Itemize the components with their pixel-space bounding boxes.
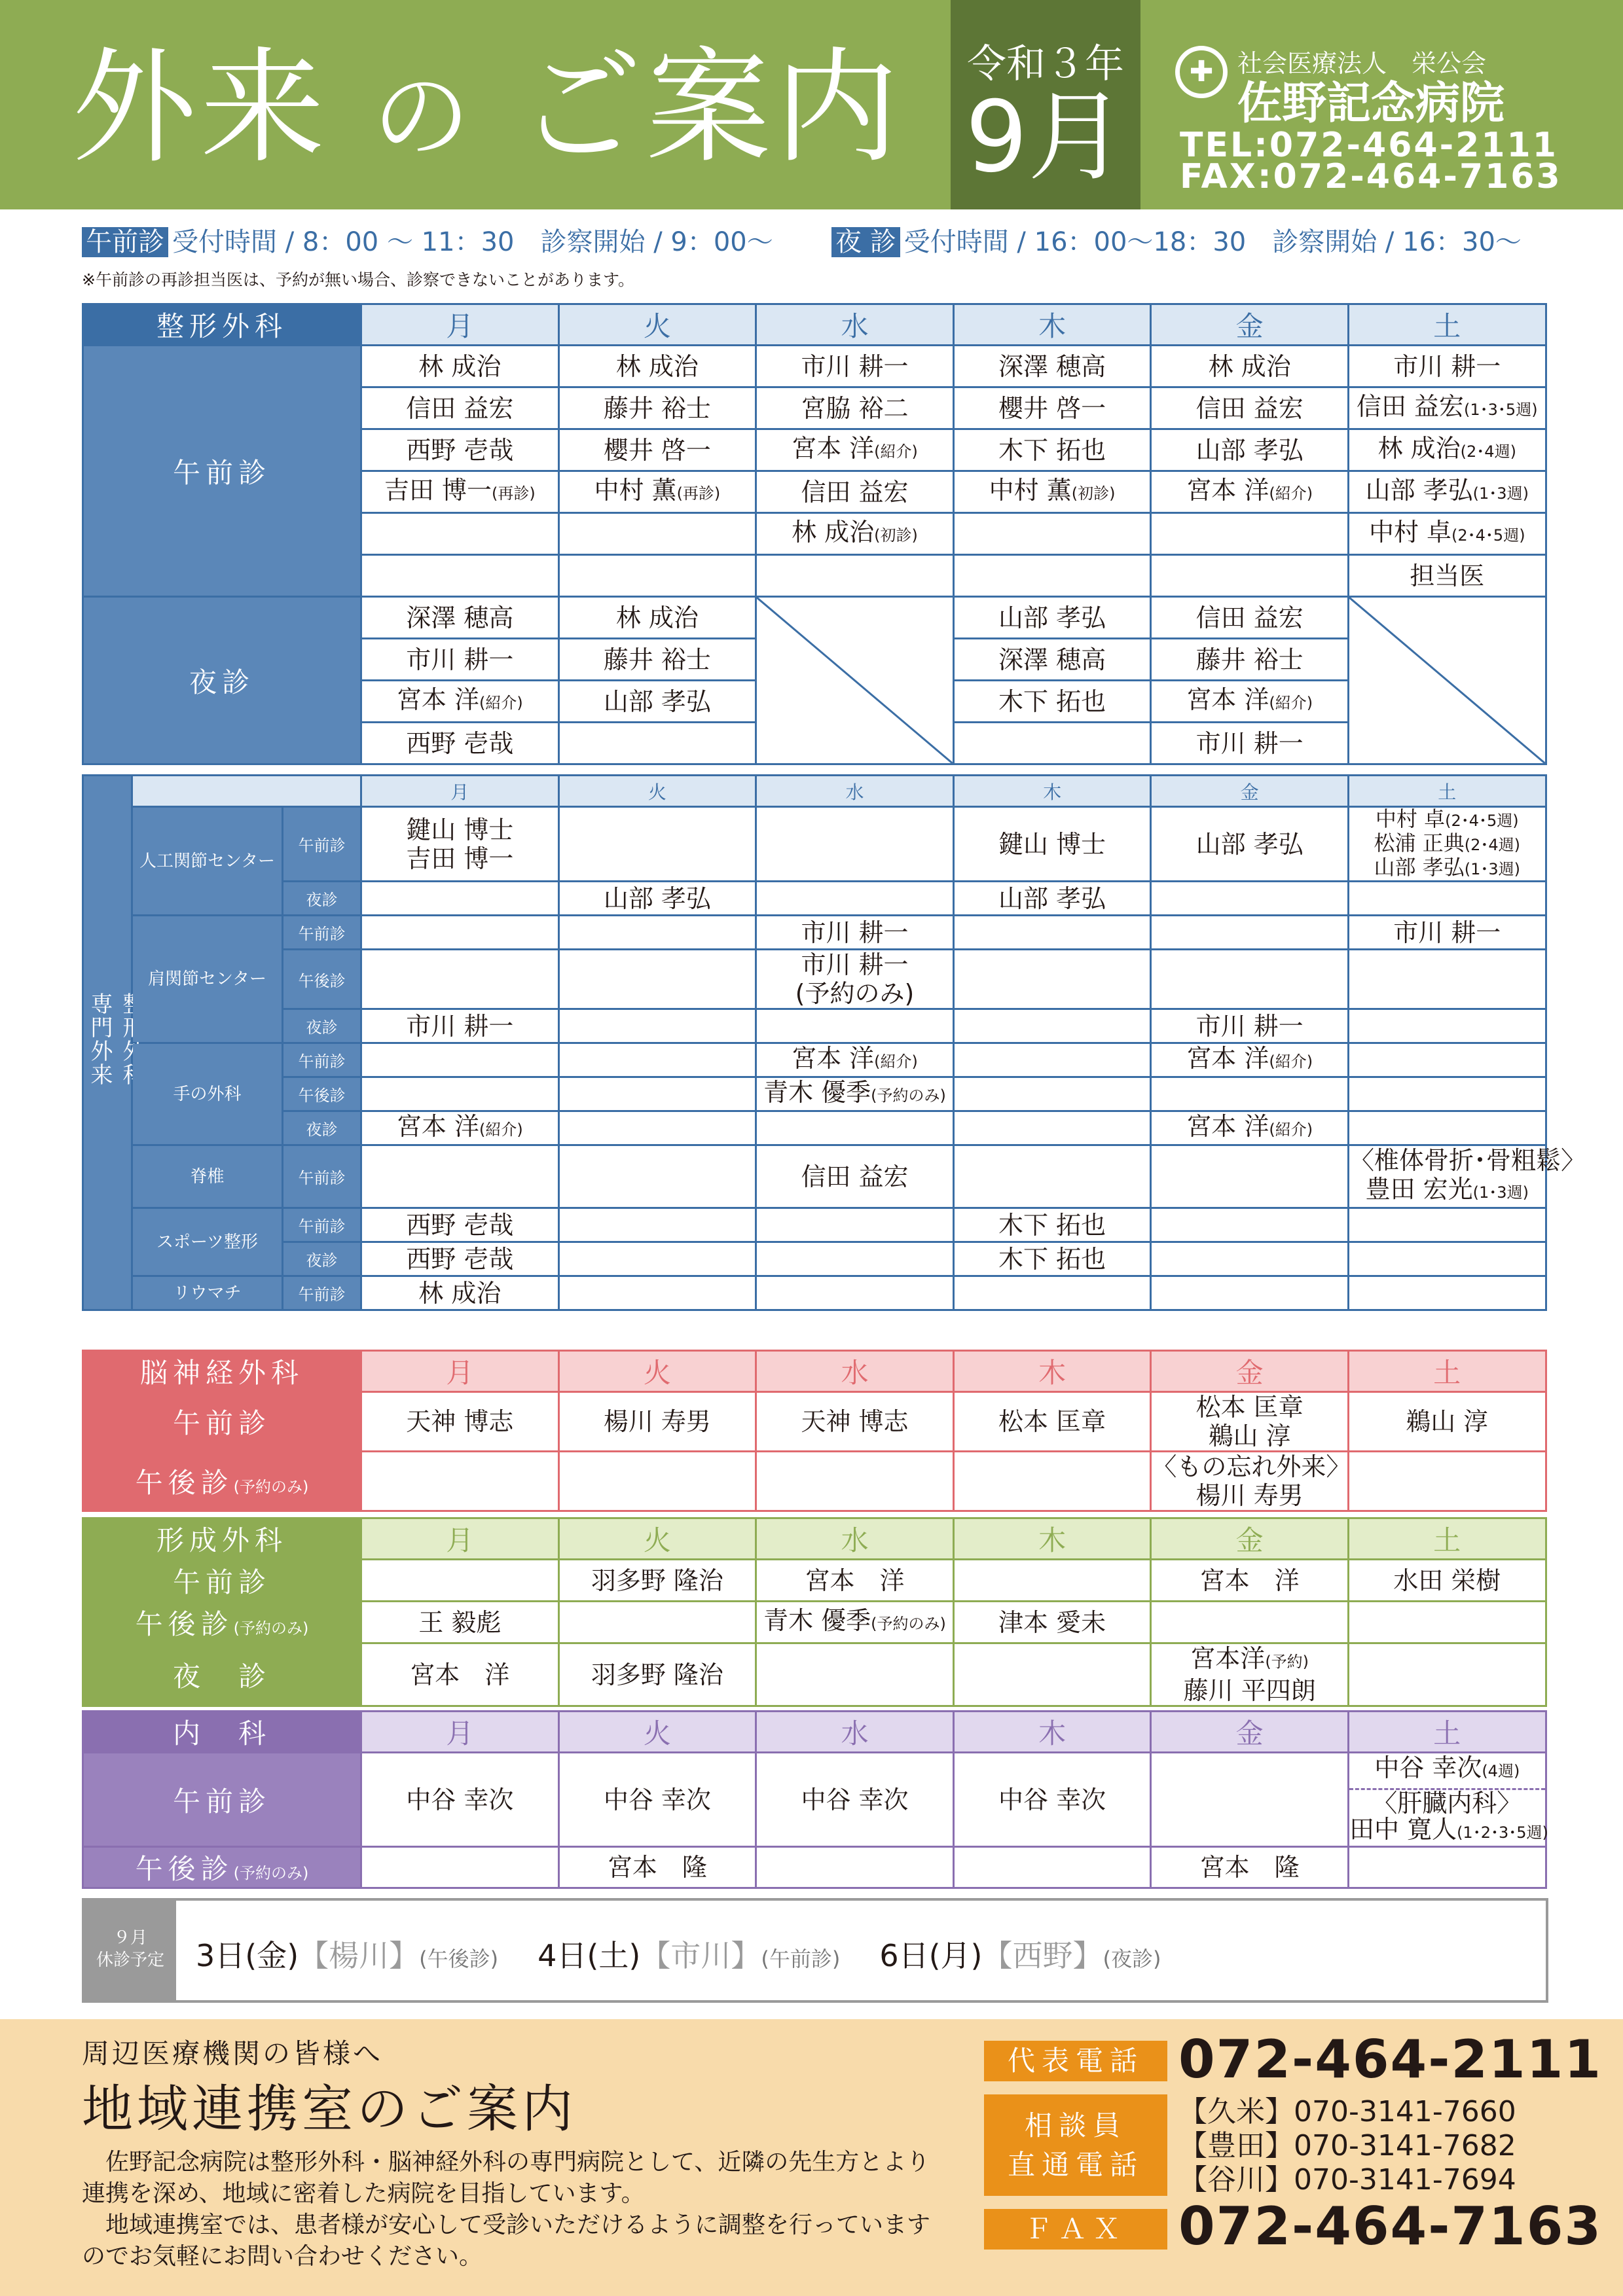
specialty-cell xyxy=(1348,1009,1546,1043)
t4b-cell: 羽多野 隆治 xyxy=(558,1643,756,1706)
t3b-cell: 楊川 寿男 xyxy=(558,1392,756,1452)
ortho-pm-cell: 宮本 洋(紹介) xyxy=(361,681,559,723)
t4b-row-label: 夜 診 xyxy=(83,1643,361,1706)
t3b-cell: 天神 博志 xyxy=(361,1392,559,1452)
ortho-am-cell xyxy=(361,555,559,597)
specialty-cell: 信田 益宏 xyxy=(756,1145,954,1208)
center-label: 手の外科 xyxy=(132,1043,283,1145)
t5b-cell xyxy=(1348,1847,1546,1888)
year-label: 令和３年 xyxy=(967,41,1124,87)
t4b-cell: 津本 愛未 xyxy=(953,1602,1151,1643)
ortho-am-cell xyxy=(1151,513,1349,555)
ortho-am-cell: 信田 益宏 xyxy=(756,471,954,513)
ortho-day-3: 木 xyxy=(953,304,1151,346)
t4b-cell xyxy=(1348,1643,1546,1706)
plastic-schedule-table xyxy=(82,1517,1547,1707)
ortho-specialty-table xyxy=(82,774,1586,1311)
specialty-cell: 市川 耕一 xyxy=(756,916,954,950)
ortho-am-cell: 林 成治(2･4週) xyxy=(1348,429,1546,471)
ortho-day-1: 火 xyxy=(558,304,756,346)
t4b-day-3: 木 xyxy=(953,1518,1151,1560)
t3b-cell xyxy=(1348,1452,1546,1511)
ortho-pm-cell: 宮本 洋(紹介) xyxy=(1151,681,1349,723)
specialty-cell: 青木 優季(予約のみ) xyxy=(756,1077,954,1111)
ortho-am-cell: 吉田 博一(再診) xyxy=(361,471,559,513)
session-type-label: 午前診 xyxy=(283,916,361,950)
specialty-cell xyxy=(1151,1208,1349,1242)
closed-days-box xyxy=(82,1898,1548,2003)
t5b-row-label: 午後診(予約のみ) xyxy=(83,1847,361,1888)
ortho-am-cell: 林 成治 xyxy=(558,346,756,387)
specialty-cell xyxy=(1348,1111,1546,1145)
ortho-am-cell: 西野 壱哉 xyxy=(361,429,559,471)
direct-phone-kume[interactable]: 【久米】070-3141-7660 xyxy=(1178,2095,1516,2128)
t5b-day-4: 金 xyxy=(1151,1712,1349,1753)
specialty-cell: 木下 拓也 xyxy=(953,1208,1151,1242)
t5b-row-label: 午前診 xyxy=(83,1753,361,1847)
t4b-cell: 宮本洋(予約) 藤川 平四朗 xyxy=(1151,1643,1349,1706)
t5b-day-5: 土 xyxy=(1348,1712,1546,1753)
direct-phone-tanigawa[interactable]: 【谷川】070-3141-7694 xyxy=(1178,2163,1516,2197)
closed-days-list xyxy=(196,1932,1200,1975)
fax-number[interactable]: 072-464-7163 xyxy=(1178,2196,1603,2257)
specialty-cell xyxy=(1151,950,1349,1009)
ortho-am-cell xyxy=(756,555,954,597)
specialty-cell xyxy=(558,1077,756,1111)
session-type-label: 午前診 xyxy=(283,1043,361,1077)
ortho-am-cell: 櫻井 啓一 xyxy=(953,387,1151,429)
t4b-day-5: 土 xyxy=(1348,1518,1546,1560)
t4b-cell xyxy=(558,1602,756,1643)
t5b-day-3: 木 xyxy=(953,1712,1151,1753)
pm-hours: 夜 診 受付時間 / 16：00～18：30 診察開始 / 16：30～ xyxy=(831,226,1522,259)
t4b-cell xyxy=(953,1643,1151,1706)
t4b-dept-header: 形成外科 xyxy=(83,1518,361,1560)
specialty-cell xyxy=(361,1043,559,1077)
specialty-cell xyxy=(361,1077,559,1111)
specialty-cell xyxy=(756,882,954,916)
direct-phone-tag: 相談員 直通電話 xyxy=(984,2094,1167,2196)
specialty-cell xyxy=(558,1276,756,1310)
t5b-cell xyxy=(756,1847,954,1888)
t3b-day-2: 水 xyxy=(756,1351,954,1392)
corporation-name: 社会医療法人 栄公会 xyxy=(1237,49,1487,78)
ortho-am-cell: 宮脇 裕二 xyxy=(756,387,954,429)
specialty-cell xyxy=(361,916,559,950)
specialty-cell: 山部 孝弘 xyxy=(953,882,1151,916)
ortho-pm-cell: 山部 孝弘 xyxy=(558,681,756,723)
specialty-cell xyxy=(1151,1276,1349,1310)
t4b-cell xyxy=(953,1560,1151,1602)
ortho-am-cell: 林 成治 xyxy=(361,346,559,387)
t4b-day-1: 火 xyxy=(558,1518,756,1560)
session-type-label: 午前診 xyxy=(283,807,361,882)
specialty-cell xyxy=(953,916,1151,950)
specialty-cell: 西野 壱哉 xyxy=(361,1242,559,1276)
header-tel: TEL:072-464-2111 xyxy=(1180,126,1558,165)
t4b-cell: 羽多野 隆治 xyxy=(558,1560,756,1602)
t5b-dept-header: 内 科 xyxy=(83,1712,361,1753)
t5b-day-0: 月 xyxy=(361,1712,559,1753)
t4b-day-2: 水 xyxy=(756,1518,954,1560)
t5b-cell xyxy=(361,1847,559,1888)
specialty-cell xyxy=(1348,1043,1546,1077)
t3b-cell xyxy=(558,1452,756,1511)
am-hours: 午前診 受付時間 / 8：00 ～ 11：30 診察開始 / 9：00～ xyxy=(82,226,773,259)
ortho-am-cell: 担当医 xyxy=(1348,555,1546,597)
closed-days-tag: ９月 休診予定 xyxy=(84,1901,176,2000)
specialty-cell xyxy=(361,1145,559,1208)
session-type-label: 午後診 xyxy=(283,950,361,1009)
t5b-cell: 宮本 隆 xyxy=(1151,1847,1349,1888)
specialty-cell xyxy=(953,1145,1151,1208)
t4b-cell: 宮本 洋 xyxy=(1151,1560,1349,1602)
main-phone-number[interactable]: 072-464-2111 xyxy=(1178,2029,1603,2090)
specialty-cell: 林 成治 xyxy=(361,1276,559,1310)
specialty-cell: 宮本 洋(紹介) xyxy=(756,1043,954,1077)
specialty-cell xyxy=(558,1242,756,1276)
session-type-label: 午前診 xyxy=(283,1276,361,1310)
closed-slash-icon xyxy=(1349,598,1545,763)
fax-tag: ＦＡＸ xyxy=(984,2209,1167,2250)
specialty-cell xyxy=(558,807,756,882)
ortho-am-cell: 藤井 裕士 xyxy=(558,387,756,429)
direct-phone-toyoda[interactable]: 【豊田】070-3141-7682 xyxy=(1178,2129,1516,2162)
specialty-cell xyxy=(558,1111,756,1145)
ortho-am-cell: 中村 卓(2･4･5週) xyxy=(1348,513,1546,555)
specialty-cell: 〈椎体骨折･骨粗鬆〉 豊田 宏光(1･3週) xyxy=(1348,1145,1546,1208)
specialty-cell xyxy=(558,916,756,950)
ortho-pm-cell: 林 成治 xyxy=(558,597,756,639)
center-label: 肩関節センター xyxy=(132,916,283,1043)
ortho-am-cell: 林 成治(初診) xyxy=(756,513,954,555)
specialty-side-label: 専門外来 xyxy=(83,776,132,1310)
specialty-cell xyxy=(756,1276,954,1310)
t4b-cell: 宮本 洋 xyxy=(756,1560,954,1602)
specialty-cell xyxy=(1151,882,1349,916)
specialty-cell xyxy=(1151,1145,1349,1208)
specialty-cell: 宮本 洋(紹介) xyxy=(361,1111,559,1145)
ortho-day-4: 金 xyxy=(1151,304,1349,346)
specialty-cell: 西野 壱哉 xyxy=(361,1208,559,1242)
specialty-cell: 鍵山 博士 xyxy=(953,807,1151,882)
session-type-label: 夜診 xyxy=(283,1009,361,1043)
t3b-day-5: 土 xyxy=(1348,1351,1546,1392)
ortho-dept-header: 整形外科 xyxy=(83,304,361,346)
t5b-cell xyxy=(953,1847,1151,1888)
t4b-cell xyxy=(756,1643,954,1706)
specialty-cell: 山部 孝弘 xyxy=(558,882,756,916)
center-label: 人工関節センター xyxy=(132,807,283,916)
specialty-cell: 宮本 洋(紹介) xyxy=(1151,1111,1349,1145)
specialty-cell xyxy=(1348,1242,1546,1276)
ortho-am-cell: 櫻井 啓一 xyxy=(558,429,756,471)
ortho-am-cell: 深澤 穂高 xyxy=(953,346,1151,387)
ortho-schedule-table xyxy=(82,303,1547,765)
neuro-schedule-table xyxy=(82,1350,1547,1512)
t3b-row-label: 午前診 xyxy=(83,1392,361,1452)
t4b-cell: 王 毅彪 xyxy=(361,1602,559,1643)
month-label: 9月 xyxy=(965,81,1126,194)
ortho-pm-cell: 信田 益宏 xyxy=(1151,597,1349,639)
specialty-cell xyxy=(953,1111,1151,1145)
ortho-pm-cell: 深澤 穂高 xyxy=(361,597,559,639)
ortho-pm-cell: 市川 耕一 xyxy=(1151,723,1349,764)
t3b-day-3: 木 xyxy=(953,1351,1151,1392)
t4b-cell xyxy=(361,1560,559,1602)
specialty-cell xyxy=(756,1111,954,1145)
t4b-day-4: 金 xyxy=(1151,1518,1349,1560)
t4b-cell: 青木 優季(予約のみ) xyxy=(756,1602,954,1643)
ortho-pm-cell xyxy=(558,723,756,764)
specialty-day-5: 土 xyxy=(1348,776,1546,807)
ortho-pm-cell: 藤井 裕士 xyxy=(558,639,756,681)
specialty-cell xyxy=(1348,882,1546,916)
t4b-row-label: 午後診(予約のみ) xyxy=(83,1602,361,1643)
specialty-cell: 市川 耕一 (予約のみ) xyxy=(756,950,954,1009)
ortho-am-cell: 木下 拓也 xyxy=(953,429,1151,471)
closed-slash-icon xyxy=(757,598,953,763)
t4b-row-label: 午前診 xyxy=(83,1560,361,1602)
specialty-cell: 宮本 洋(紹介) xyxy=(1151,1043,1349,1077)
ortho-pm-cell xyxy=(953,723,1151,764)
ortho-day-5: 土 xyxy=(1348,304,1546,346)
ortho-pm-closed-cell xyxy=(1348,597,1546,764)
specialty-cell: 中村 卓(2･4･5週) 松浦 正典(2･4週) 山部 孝弘(1･3週) xyxy=(1348,807,1546,882)
specialty-cell xyxy=(953,1043,1151,1077)
ortho-am-cell: 信田 益宏 xyxy=(361,387,559,429)
hospital-name: 佐野記念病院 xyxy=(1237,78,1505,130)
specialty-day-1: 火 xyxy=(558,776,756,807)
ortho-pm-cell: 西野 壱哉 xyxy=(361,723,559,764)
specialty-cell xyxy=(361,882,559,916)
session-type-label: 午前診 xyxy=(283,1145,361,1208)
t3b-cell: 鵜山 淳 xyxy=(1348,1392,1546,1452)
ortho-pm-cell: 深澤 穂高 xyxy=(953,639,1151,681)
t5b-cell: 宮本 隆 xyxy=(558,1847,756,1888)
t3b-day-0: 月 xyxy=(361,1351,559,1392)
specialty-cell xyxy=(1151,1242,1349,1276)
specialty-cell xyxy=(953,950,1151,1009)
ortho-am-cell: 市川 耕一 xyxy=(1348,346,1546,387)
t3b-cell: 天神 博志 xyxy=(756,1392,954,1452)
ortho-am-cell xyxy=(953,513,1151,555)
ortho-am-cell: 林 成治 xyxy=(1151,346,1349,387)
specialty-day-4: 金 xyxy=(1151,776,1349,807)
specialty-cell: 市川 耕一 xyxy=(1151,1009,1349,1043)
specialty-cell xyxy=(1151,916,1349,950)
session-type-label: 午後診 xyxy=(283,1077,361,1111)
t3b-cell: 松本 匡章 鵜山 淳 xyxy=(1151,1392,1349,1452)
center-label: 脊椎 xyxy=(132,1145,283,1208)
specialty-cell: 市川 耕一 xyxy=(361,1009,559,1043)
specialty-cell xyxy=(1348,1077,1546,1111)
specialty-cell xyxy=(1348,1208,1546,1242)
specialty-cell xyxy=(558,1208,756,1242)
ortho-am-label: 午前診 xyxy=(83,346,361,597)
t3b-day-4: 金 xyxy=(1151,1351,1349,1392)
specialty-cell xyxy=(1348,950,1546,1009)
header-fax: FAX:072-464-7163 xyxy=(1180,157,1562,196)
t5b-cell: 中谷 幸次 xyxy=(953,1753,1151,1847)
specialty-cell xyxy=(953,1009,1151,1043)
ortho-am-cell xyxy=(1151,555,1349,597)
footer-title: 地域連携室のご案内 xyxy=(82,2080,577,2139)
ortho-am-cell: 中村 薫(初診) xyxy=(953,471,1151,513)
specialty-cell: 木下 拓也 xyxy=(953,1242,1151,1276)
t3b-day-1: 火 xyxy=(558,1351,756,1392)
ortho-am-cell xyxy=(558,513,756,555)
specialty-cell xyxy=(361,950,559,1009)
t3b-dept-header: 脳神経外科 xyxy=(83,1351,361,1392)
closed-day-item: 4日(土)【市川】(午前診) xyxy=(538,1938,841,1973)
specialty-cell xyxy=(756,1208,954,1242)
t4b-cell xyxy=(1151,1602,1349,1643)
specialty-cell xyxy=(756,1242,954,1276)
month-box xyxy=(951,0,1140,209)
ortho-am-cell: 宮本 洋(紹介) xyxy=(756,429,954,471)
t4b-cell xyxy=(1348,1602,1546,1643)
specialty-cell xyxy=(558,950,756,1009)
center-label: リウマチ xyxy=(132,1276,283,1310)
specialty-cell xyxy=(558,1009,756,1043)
t4b-cell: 宮本 洋 xyxy=(361,1643,559,1706)
ortho-am-cell xyxy=(361,513,559,555)
ortho-am-cell: 市川 耕一 xyxy=(756,346,954,387)
t5b-cell: 中谷 幸次 xyxy=(361,1753,559,1847)
main-phone-tag: 代表電話 xyxy=(984,2041,1167,2081)
t5b-day-1: 火 xyxy=(558,1712,756,1753)
ortho-am-cell: 山部 孝弘 xyxy=(1151,429,1349,471)
t3b-cell xyxy=(953,1452,1151,1511)
closed-day-item: 3日(金)【楊川】(午後診) xyxy=(196,1938,499,1973)
specialty-cell xyxy=(953,1077,1151,1111)
ortho-am-cell: 信田 益宏 xyxy=(1151,387,1349,429)
specialty-cell: 市川 耕一 xyxy=(1348,916,1546,950)
hospital-cross-logo-icon: ✚ xyxy=(1175,46,1228,98)
specialty-cell xyxy=(558,1145,756,1208)
t3b-cell: 松本 匡章 xyxy=(953,1392,1151,1452)
specialty-cell xyxy=(1348,1276,1546,1310)
reexam-note: ※午前診の再診担当医は、予約が無い場合、診察できないことがあります。 xyxy=(82,270,634,289)
ortho-am-cell: 宮本 洋(紹介) xyxy=(1151,471,1349,513)
session-type-label: 夜診 xyxy=(283,882,361,916)
ortho-day-0: 月 xyxy=(361,304,559,346)
ortho-am-cell: 中村 薫(再診) xyxy=(558,471,756,513)
t3b-cell: 〈もの忘れ外来〉 楊川 寿男 xyxy=(1152,1452,1351,1510)
ortho-am-cell xyxy=(558,555,756,597)
specialty-cell: 鍵山 博士 吉田 博一 xyxy=(361,807,559,882)
internal-schedule-table xyxy=(82,1710,1547,1889)
ortho-pm-cell: 木下 拓也 xyxy=(953,681,1151,723)
t5b-cell xyxy=(1151,1753,1349,1847)
ortho-pm-cell: 藤井 裕士 xyxy=(1151,639,1349,681)
ortho-pm-cell: 市川 耕一 xyxy=(361,639,559,681)
specialty-day-0: 月 xyxy=(361,776,559,807)
session-type-label: 夜診 xyxy=(283,1242,361,1276)
ortho-pm-closed-cell xyxy=(756,597,954,764)
page-title: 外来 の ご案内 xyxy=(72,35,903,180)
t5b-day-2: 水 xyxy=(756,1712,954,1753)
ortho-am-cell: 山部 孝弘(1･3週) xyxy=(1348,471,1546,513)
t5b-cell: 中谷 幸次 xyxy=(756,1753,954,1847)
ortho-day-2: 水 xyxy=(756,304,954,346)
specialty-day-2: 水 xyxy=(756,776,954,807)
t5b-cell: 中谷 幸次 xyxy=(558,1753,756,1847)
session-type-label: 夜診 xyxy=(283,1111,361,1145)
session-type-label: 午前診 xyxy=(283,1208,361,1242)
closed-day-item: 6日(月)【西野】(夜診) xyxy=(879,1938,1161,1973)
ortho-am-cell xyxy=(953,555,1151,597)
ortho-am-cell: 信田 益宏(1･3･5週) xyxy=(1348,387,1546,429)
ortho-pm-cell: 山部 孝弘 xyxy=(953,597,1151,639)
t4b-day-0: 月 xyxy=(361,1518,559,1560)
specialty-header-blank xyxy=(132,776,361,807)
footer-greeting: 周辺医療機関の皆様へ xyxy=(82,2037,384,2070)
ortho-pm-label: 夜診 xyxy=(83,597,361,764)
t3b-row-label: 午後診(予約のみ) xyxy=(83,1452,361,1511)
specialty-cell xyxy=(953,1276,1151,1310)
specialty-cell xyxy=(756,807,954,882)
footer-body: 佐野記念病院は整形外科・脳神経外科の専門病院として、近隣の先生方とより連携を深め、地域に密着した病院を目指しています。 地域連携室では、患者様が安心して受診いただけるように調整を行っていますのでお気軽にお問い合わせください。 xyxy=(82,2149,931,2270)
specialty-day-3: 木 xyxy=(953,776,1151,807)
specialty-cell xyxy=(1151,1077,1349,1111)
specialty-cell: 山部 孝弘 xyxy=(1151,807,1349,882)
center-label: スポーツ整形 xyxy=(132,1208,283,1276)
t3b-cell xyxy=(361,1452,559,1511)
t5b-cell: 中谷 幸次(4週) 〈肝臓内科〉 田中 寛人(1･2･3･5週) xyxy=(1348,1753,1546,1847)
t4b-cell: 水田 栄樹 xyxy=(1348,1560,1546,1602)
specialty-cell xyxy=(756,1009,954,1043)
t3b-cell xyxy=(756,1452,954,1511)
specialty-cell xyxy=(558,1043,756,1077)
